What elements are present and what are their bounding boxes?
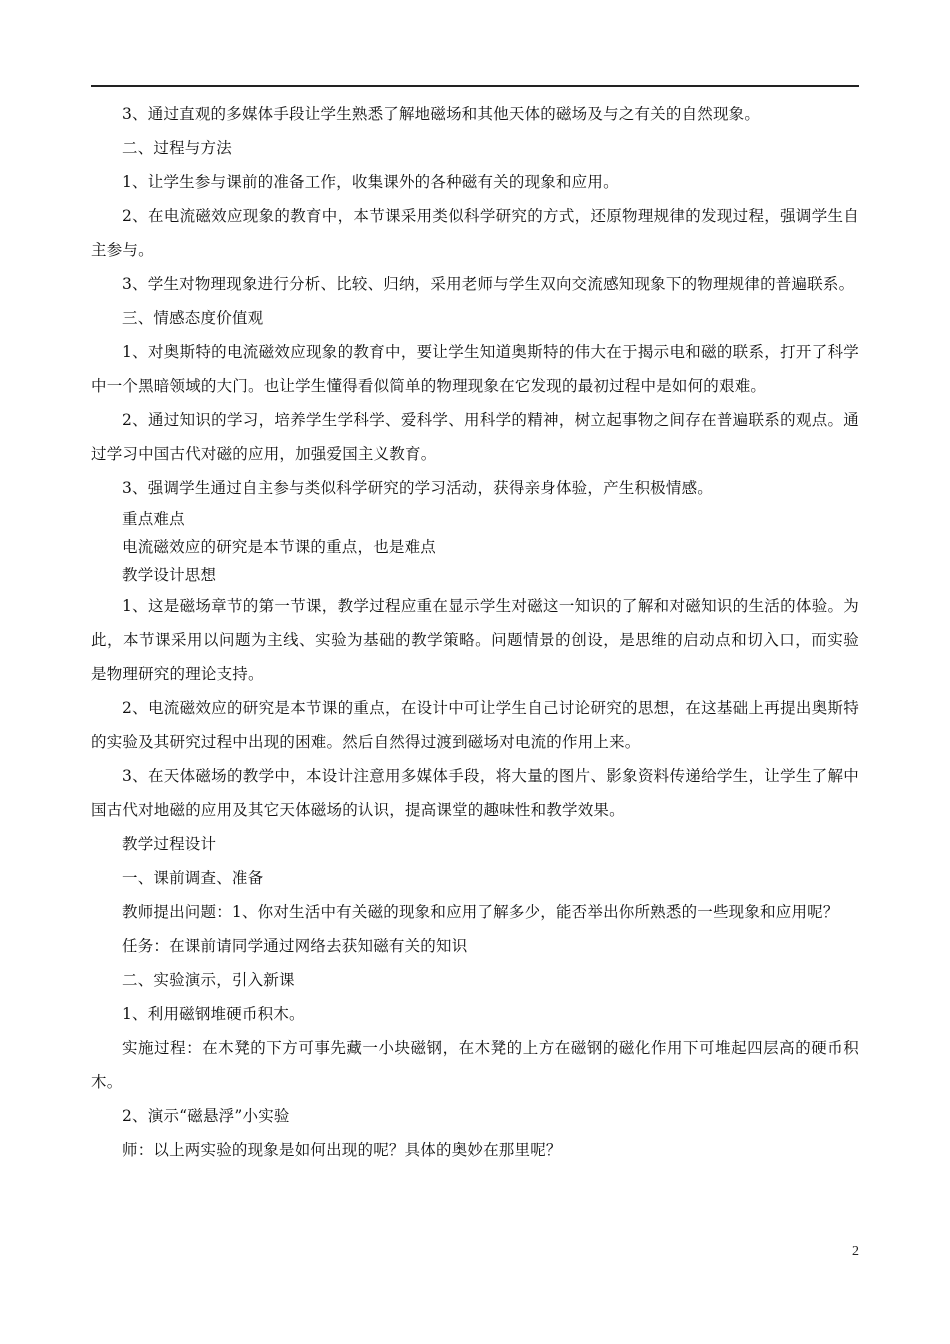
- section-heading: 一、课前调查、准备: [122, 869, 264, 887]
- paragraph: 1、让学生参与课前的准备工作，收集课外的各种磁有关的现象和应用。: [122, 173, 619, 191]
- document-body: [91, 97, 859, 1167]
- paragraph: 电流磁效应的研究是本节课的重点，也是难点: [122, 538, 437, 556]
- paragraph: 教师提出问题：1、你对生活中有关磁的现象和应用了解多少，能否举出你所熟悉的一些现象和应用呢？: [122, 903, 839, 921]
- paragraph: 1、这是磁场章节的第一节课，教学过程应重在显示学生对磁这一知识的了解和对磁知识的生活的体验。为此，本节课采用以问题为主线、实验为基础的教学策略。问题情景的创设，是思维的启动点和切入口，而实验是物理研究的理论支持。: [91, 597, 859, 683]
- paragraph: 实施过程：在木凳的下方可事先藏一小块磁钢，在木凳的上方在磁钢的磁化作用下可堆起四层高的硬币积木。: [91, 1039, 859, 1091]
- paragraph: 3、学生对物理现象进行分析、比较、归纳，采用老师与学生双向交流感知现象下的物理规律的普遍联系。: [122, 275, 855, 293]
- paragraph: 2、通过知识的学习，培养学生学科学、爱科学、用科学的精神，树立起事物之间存在普遍联系的观点。通过学习中国古代对磁的应用，加强爱国主义教育。: [91, 411, 859, 463]
- paragraph: 1、对奥斯特的电流磁效应现象的教育中，要让学生知道奥斯特的伟大在于揭示电和磁的联系，打开了科学中一个黑暗领域的大门。也让学生懂得看似简单的物理现象在它发现的最初过程中是如何的艰难。: [91, 343, 859, 395]
- section-heading: 二、实验演示，引入新课: [122, 971, 295, 989]
- page-number: 2: [852, 1244, 859, 1259]
- paragraph: 师：以上两实验的现象是如何出现的呢？具体的奥妙在那里呢？: [122, 1141, 562, 1159]
- paragraph: 2、演示“磁悬浮”小实验: [122, 1107, 290, 1125]
- paragraph: 3、强调学生通过自主参与类似科学研究的学习活动，获得亲身体验，产生积极情感。: [122, 479, 713, 497]
- header-rule: [91, 85, 859, 87]
- paragraph: 2、电流磁效应的研究是本节课的重点，在设计中可让学生自己讨论研究的思想，在这基础上再提出奥斯特的实验及其研究过程中出现的困难。然后自然得过渡到磁场对电流的作用上来。: [91, 699, 859, 751]
- paragraph: 2、在电流磁效应现象的教育中，本节课采用类似科学研究的方式，还原物理规律的发现过程，强调学生自主参与。: [91, 207, 859, 259]
- section-heading: 重点难点: [122, 510, 185, 528]
- section-heading: 教学过程设计: [122, 835, 217, 853]
- section-heading: 教学设计思想: [122, 566, 217, 584]
- section-heading: 三、情感态度价值观: [122, 309, 264, 327]
- paragraph: 任务：在课前请同学通过网络去获知磁有关的知识: [122, 937, 468, 955]
- paragraph: 3、在天体磁场的教学中，本设计注意用多媒体手段，将大量的图片、影象资料传递给学生，让学生了解中国古代对地磁的应用及其它天体磁场的认识，提高课堂的趣味性和教学效果。: [91, 767, 859, 819]
- section-heading: 二、过程与方法: [122, 139, 232, 157]
- paragraph: 3、通过直观的多媒体手段让学生熟悉了解地磁场和其他天体的磁场及与之有关的自然现象。: [122, 105, 761, 123]
- paragraph: 1、利用磁钢堆硬币积木。: [122, 1005, 305, 1023]
